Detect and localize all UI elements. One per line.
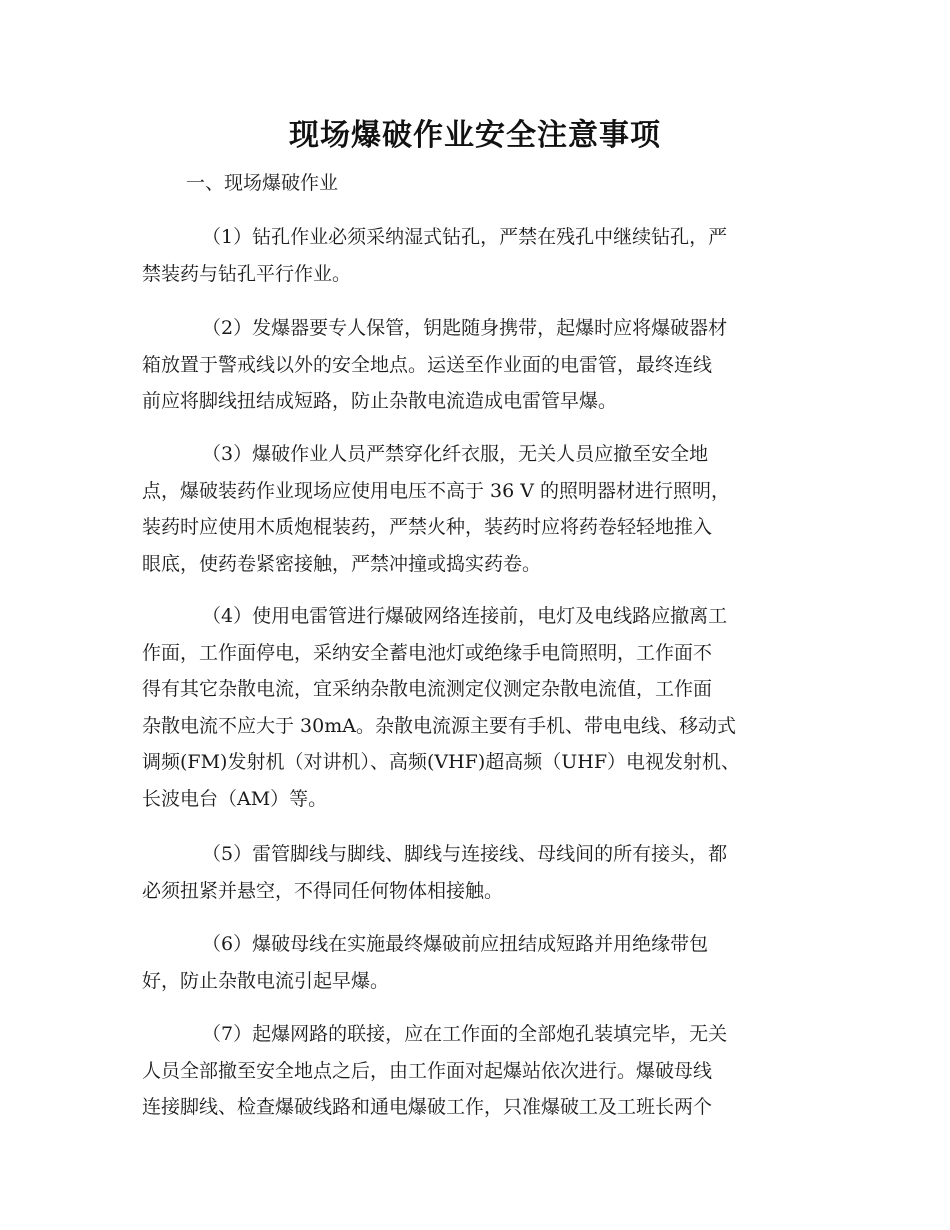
paragraph-line: 杂散电流不应大于 30mA。杂散电流源主要有手机、带电电线、移动式 xyxy=(142,714,736,737)
paragraph-line: 调频(FM)发射机（对讲机）、高频(VHF)超高频（UHF）电视发射机、 xyxy=(142,751,741,773)
paragraph-line: 长波电台（AM）等。 xyxy=(142,787,328,810)
paragraph-line: 前应将脚线扭结成短路，防止杂散电流造成电雷管早爆。 xyxy=(142,390,618,412)
paragraph-line: 好，防止杂散电流引起早爆。 xyxy=(142,969,390,992)
paragraph-3 xyxy=(142,436,802,582)
paragraph-7 xyxy=(142,1016,802,1126)
paragraph-line: （5）雷管脚线与脚线、脚线与连接线、母线间的所有接头，都 xyxy=(202,843,728,865)
paragraph-line: 点，爆破装药作业现场应使用电压不高于 36 V 的照明器材进行照明， xyxy=(142,479,731,502)
paragraph-2 xyxy=(142,310,802,420)
paragraph-line: 禁装药与钻孔平行作业。 xyxy=(142,262,352,285)
paragraph-6 xyxy=(142,926,802,999)
paragraph-1 xyxy=(142,219,802,292)
paragraph-line: 眼底，使药卷紧密接触，严禁冲撞或捣实药卷。 xyxy=(142,552,542,575)
paragraph-line: （7）起爆网路的联接，应在工作面的全部炮孔装填完毕，无关 xyxy=(202,1023,728,1045)
paragraph-line: 人员全部撤至安全地点之后，由工作面对起爆站依次进行。爆破母线 xyxy=(142,1059,713,1082)
paragraph-line: 装药时应使用木质炮棍装药，严禁火种，装药时应将药卷轻轻地推入 xyxy=(142,516,713,538)
paragraph-5 xyxy=(142,836,802,909)
paragraph-line: （3）爆破作业人员严禁穿化纤衣服，无关人员应撤至安全地 xyxy=(202,443,709,465)
paragraph-line: 箱放置于警戒线以外的安全地点。运送至作业面的电雷管，最终连线 xyxy=(142,353,713,376)
paragraph-line: 连接脚线、检查爆破线路和通电爆破工作，只准爆破工及工班长两个 xyxy=(142,1096,713,1118)
paragraph-line: 作面，工作面停电，采纳安全蓄电池灯或绝缘手电筒照明，工作面不 xyxy=(142,641,713,664)
paragraph-line: 得有其它杂散电流，宜采纳杂散电流测定仪测定杂散电流值，工作面 xyxy=(142,678,713,700)
section-heading: 一、现场爆破作业 xyxy=(186,172,339,194)
paragraph-line: （4）使用电雷管进行爆破网络连接前，电灯及电线路应撤离工 xyxy=(202,605,728,627)
paragraph-line: （2）发爆器要专人保管，钥匙随身携带，起爆时应将爆破器材 xyxy=(202,317,728,339)
paragraph-4 xyxy=(142,598,802,817)
document-title: 现场爆破作业安全注意事项 xyxy=(289,118,661,153)
paragraph-line: （1）钻孔作业必须采纳湿式钻孔，严禁在残孔中继续钻孔，严 xyxy=(202,226,728,248)
paragraph-line: （6）爆破母线在实施最终爆破前应扭结成短路并用绝缘带包 xyxy=(202,933,709,955)
paragraph-line: 必须扭紧并悬空，不得同任何物体相接触。 xyxy=(142,879,504,902)
